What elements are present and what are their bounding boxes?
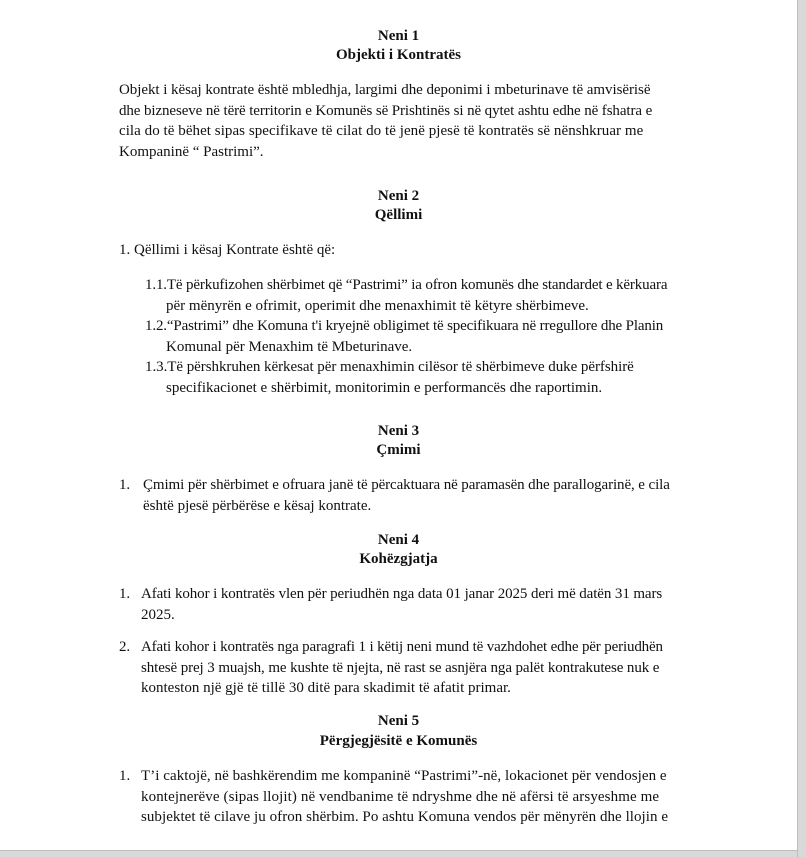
article-4-item-2 (119, 637, 663, 699)
list-item-line: konteston një gjë të tillë 30 ditë para skadimit të afatit primar. (141, 680, 511, 696)
list-marker: 1. (119, 477, 131, 493)
list-item-line: shtesë prej 3 muajsh, me kushte të njejta, në rast se asnjëra nga palët kontrakutese nuk e (141, 659, 660, 676)
article-2-intro: 1. Qëllimi i kësaj Kontrate është që: (119, 242, 336, 258)
article-5-number: Neni 5 (377, 713, 420, 729)
viewer-right-edge (797, 0, 806, 857)
list-item-line: Komunal për Menaxhim të Mbeturinave. (166, 338, 413, 355)
article-4-title: Kohëzgjatja (359, 551, 438, 567)
list-item-line: 2025. (141, 606, 175, 623)
article-3-title: Çmimi (376, 442, 421, 458)
list-marker: 1. (119, 768, 131, 784)
article-4-item-1 (119, 584, 662, 625)
article-2-title: Qëllimi (374, 207, 423, 223)
list-item-line: për mënyrën e ofrimit, operimit dhe menaxhimit të këtyre shërbimeve. (166, 297, 589, 314)
article-5-item-1 (119, 766, 668, 828)
list-marker: 2. (119, 639, 130, 655)
article-1-title: Objekti i Kontratës (336, 47, 461, 63)
article-2-item-1-1 (145, 275, 667, 316)
article-1-paragraph (119, 80, 705, 162)
list-item-line: subjektet të cilave ju ofron shërbim. Po ashtu Komuna vendos për mënyrën dhe llojin e (141, 809, 669, 825)
paragraph-line: dhe bizneseve në tërë territorin e Komunës së Prishtinës si në qytet ashtu edhe në fshatra e (119, 102, 653, 119)
viewer-bottom-edge (0, 850, 797, 857)
article-1-number: Neni 1 (377, 28, 420, 44)
article-5-title: Përgjegjësitë e Komunës (319, 733, 478, 749)
paragraph-line: Kompaninë “ Pastrimi”. (119, 143, 264, 160)
list-item-line: 1.2.“Pastrimi” dhe Komuna t'i kryejnë obligimet të specifikuara në rregullore dhe Planin (145, 318, 664, 334)
paragraph-line: Objekt i kësaj kontrate është mbledhja, largimi dhe deponimi i mbeturinave të amvisërisë (119, 82, 651, 98)
article-2-number: Neni 2 (377, 188, 420, 204)
list-item-line: T’i caktojë, në bashkërendim me kompaninë “Pastrimi”-në, lokacionet për vendosjen e (141, 768, 667, 784)
list-item-line: 1.3.Të përshkruhen kërkesat për menaxhimin cilësor të shërbimeve duke përfshirë (145, 359, 634, 375)
list-item-line: Afati kohor i kontratës vlen për periudhën nga data 01 janar 2025 deri më datën 31 mars (141, 586, 663, 602)
list-item-line: është pjesë përbërëse e kësaj kontrate. (143, 497, 372, 514)
list-item-line: Çmimi për shërbimet e ofruara janë të përcaktuara në paramasën dhe parallogarinë, e cila (143, 477, 670, 493)
article-3-number: Neni 3 (377, 423, 420, 439)
article-4-number: Neni 4 (377, 532, 420, 548)
article-2-item-1-3 (145, 357, 634, 398)
list-item-line: 1.1.Të përkufizohen shërbimet që “Pastrimi” ia ofron komunës dhe standardet e kërkuara (145, 277, 668, 293)
article-2-item-1-2 (145, 316, 663, 357)
paragraph-line: cila do të bëhet sipas specifikave të cilat do të jenë pjesë të kontratës së nënshkruar me (119, 123, 644, 139)
article-3-item-1 (119, 475, 670, 516)
list-item-line: Afati kohor i kontratës nga paragrafi 1 i këtij neni mund të vazhdohet edhe për periudhën (141, 639, 663, 655)
list-item-line: specifikacionet e shërbimit, monitorimin e performancës dhe raportimin. (166, 379, 603, 396)
list-marker: 1. (119, 586, 131, 602)
list-item-line: kontejnerëve (sipas llojit) në vendbanime të ndryshme dhe në afërsi të arsyeshme me (141, 788, 660, 805)
